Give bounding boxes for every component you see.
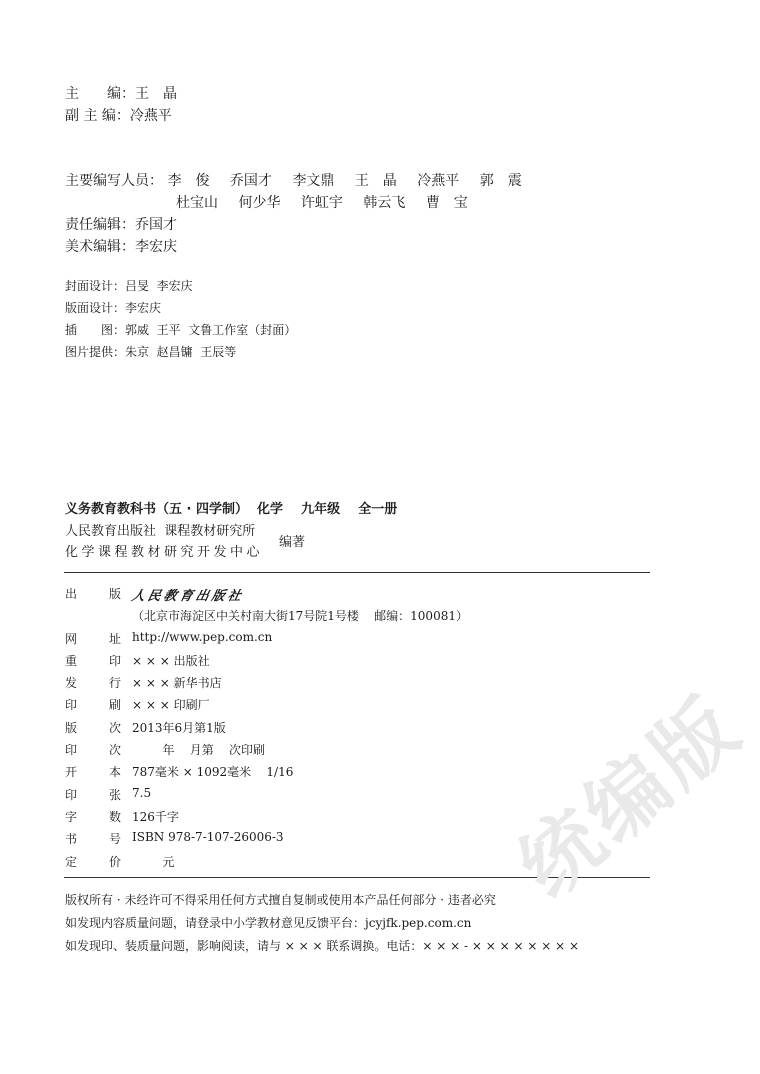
imprint-label: 网 址 [65, 631, 121, 646]
writer-name: 冷燕平 [417, 173, 460, 189]
photo-credit-row [65, 343, 236, 360]
copyright-notice: 版权所有 · 未经许可不得采用任何方式擅自复制或使用本产品任何部分 · 违者必究 [65, 893, 496, 907]
writer-name: 郭 震 [479, 173, 522, 189]
writer-name: 韩云飞 [363, 195, 406, 211]
imprint-value: （北京市海淀区中关村南大街17号院1号楼 邮编：100081） [132, 609, 468, 624]
website-link: http://www.pep.com.cn [132, 629, 273, 644]
publisher-line-1: 人民教育出版社 课程教材研究所 [65, 524, 256, 539]
writer-name: 王 晶 [354, 173, 397, 189]
illustration-label: 插 图： [65, 323, 126, 337]
imprint-value: × × × 新华书店 [132, 676, 222, 691]
deputy-editor-name: 冷燕平 [129, 108, 172, 124]
art-editor-name: 李宏庆 [135, 239, 177, 255]
photo-credit-label: 图片提供： [65, 345, 126, 359]
imprint-value: × × × 印刷厂 [132, 698, 210, 713]
watermark: 统编版 [501, 677, 759, 916]
illustration-value: 郭威 王平 文鲁工作室（封面） [125, 323, 297, 337]
writer-name: 李 俊 [167, 173, 210, 189]
imprint-label: 重 印 [65, 653, 121, 668]
writer-name: 曹 宝 [425, 195, 468, 211]
deputy-editor-row [65, 105, 172, 125]
imprint-value: 年 月第 次印刷 [132, 743, 266, 758]
responsible-editor-name: 乔国才 [135, 217, 177, 233]
imprint-label: 定 价 [65, 854, 121, 869]
imprint-label: 书 号 [65, 832, 121, 847]
chief-editor-label: 主 编： [65, 86, 135, 102]
cover-design-label: 封面设计： [65, 279, 126, 293]
writer-name: 李文鼎 [292, 173, 335, 189]
writer-name: 何少华 [238, 195, 281, 211]
publisher-block [65, 520, 263, 562]
print-quality-notice: 如发现印、装质量问题，影响阅读，请与 × × × 联系调换。电话：× × × - × × × × × × × × [65, 939, 580, 953]
imprint-label: 印 张 [65, 787, 121, 802]
imprint-label: 发 行 [65, 676, 121, 691]
imprint-label: 印 次 [65, 743, 121, 758]
imprint-label: 印 刷 [65, 698, 121, 713]
imprint-label: 出 版 [65, 587, 121, 601]
divider-top [64, 572, 650, 573]
imprint-label: 开 本 [65, 765, 121, 780]
writers-names-line-1 [167, 173, 537, 189]
responsible-editor-label: 责任编辑： [65, 217, 135, 233]
art-editor-row [65, 236, 177, 256]
imprint-value: × × × 出版社 [132, 653, 210, 668]
writer-name: 杜宝山 [176, 195, 218, 211]
book-title: 义务教育教科书（五 · 四学制） 化学 九年级 全一册 [65, 502, 398, 517]
chief-editor-row [65, 83, 177, 103]
writer-name: 乔国才 [229, 173, 272, 189]
feedback-notice: 如发现内容质量问题，请登录中小学教材意见反馈平台：jcyjfk.pep.com.cn [65, 916, 472, 930]
publisher-role: 编著 [279, 535, 306, 550]
illustration-row [65, 321, 296, 338]
imprint-value: 7.5 [132, 785, 152, 800]
imprint-value: 126千字 [132, 809, 179, 824]
layout-design-value: 李宏庆 [125, 301, 162, 315]
imprint-value: 元 [132, 854, 175, 869]
imprint-label: 字 数 [65, 809, 121, 824]
writer-name: 许虹宇 [300, 195, 343, 211]
writers-names-line-2 [176, 195, 484, 211]
writers-row-1 [65, 170, 538, 190]
responsible-editor-row [65, 214, 177, 234]
cover-design-row [65, 277, 193, 294]
chief-editor-name: 王 晶 [135, 86, 177, 102]
publisher-line-2: 化学课程教材研究开发中心 [65, 545, 264, 560]
layout-design-row [65, 299, 161, 316]
cover-design-value: 吕旻 李宏庆 [125, 279, 193, 293]
writers-row-2 [176, 192, 484, 212]
deputy-editor-label: 副 主 编： [65, 108, 130, 124]
photo-credit-value: 朱京 赵昌镛 王辰等 [125, 345, 237, 359]
imprint-label: 版 次 [65, 720, 121, 735]
imprint-value: 787毫米 × 1092毫米 1/16 [132, 765, 294, 780]
publisher-seal: 人民教育出版社 [129, 589, 246, 604]
art-editor-label: 美术编辑： [65, 239, 135, 255]
imprint-value: 2013年6月第1版 [132, 720, 226, 735]
layout-design-label: 版面设计： [65, 301, 126, 315]
isbn-value: ISBN 978-7-107-26006-3 [132, 830, 284, 845]
writers-label: 主要编写人员： [65, 173, 163, 189]
